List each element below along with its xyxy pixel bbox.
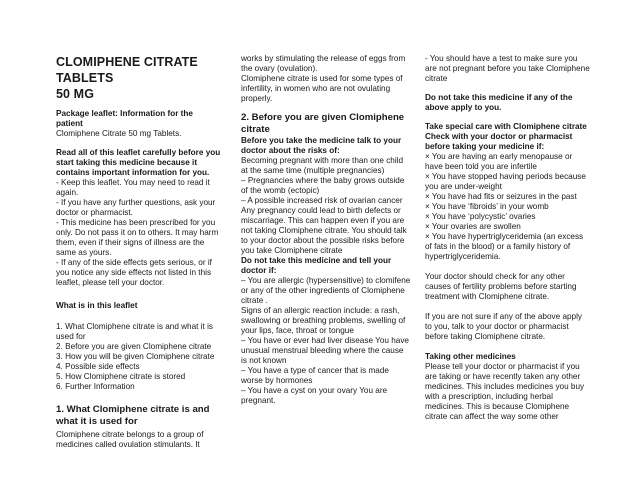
read-item: - Keep this leaflet. You may need to read it again. (56, 178, 210, 197)
toc-item: 5. How Clomiphene citrate is stored (56, 372, 186, 381)
risk-heading: Before you take the medicine talk to your doctor about the risks of: (241, 136, 402, 155)
column-2-intro: works by stimulating the release of eggs from the ovary (ovulation). Clomiphene citrate is used for some types of infertility, in women who are not ovulating properly. (241, 54, 406, 103)
doctor-check-text: Your doctor should check for any other causes of fertility problems before starting treatment with Clomiphene citrate. (425, 272, 577, 301)
toc-item: 1. What Clomiphene citrate is and what it is used for (56, 322, 213, 341)
not-sure-text: If you are not sure if any of the above apply to you, talk to your doctor or pharmacist before taking Clomiphene citrate. (425, 312, 583, 341)
toc-heading: What is in this leaflet (56, 301, 138, 310)
leaflet-heading: Package leaflet: Information for the patient (56, 109, 193, 128)
document-title: CLOMIPHENE CITRATE TABLETS 50 MG (56, 55, 198, 101)
care-item: × You have ‘fibroids’ in your womb (425, 202, 549, 211)
special-care-list (425, 152, 590, 262)
toc-item: 6. Further Information (56, 382, 135, 391)
other-medicines-text: Please tell your doctor or pharmacist if you are taking or have recently taken any other medicines. This includes medicines you buy with a prescription, including herbal medicines. This is because Clomiphene citrate can affect the way some other (425, 362, 585, 421)
section-2-heading: 2. Before you are given Clomiphene citrate (241, 112, 405, 135)
care-item: × You have stopped having periods because you are under-weight (425, 172, 586, 191)
tell-doctor-text: – You are allergic (hypersensitive) to clomifene or any of the other ingredients of Clomiphene citrate . Signs of an allergic reaction include: a rash, swallowing or breathing problems, swelling of your lips, face, throat or tongue – You have or ever had liver disease You have unusual menstrual bleeding where the cause is not known – You have a type of cancer that is made worse by hormones – You have a cyst on your ovary You are pregnant. (241, 276, 411, 405)
tell-doctor-heading: Do not take this medicine and tell your doctor if: (241, 256, 392, 275)
column-3-intro: - You should have a test to make sure you are not pregnant before you take Clomiphene citrate (425, 54, 590, 83)
care-item: × Your ovaries are swollen (425, 222, 521, 231)
column-1 (56, 54, 221, 450)
toc-item: 4. Possible side effects (56, 362, 140, 371)
risk-text: Becoming pregnant with more than one child at the same time (multiple pregnancies) – Pregnancies where the baby grows outside of the womb (ectopic) – A possible increased risk of ovarian cancer Any pregnancy could lead to birth defects or miscarriage. This can happen even if you are not taking Clomiphene citrate. You should talk to your doctor about the possible risks before you take Clomiphene citrate (241, 156, 407, 255)
read-item: - If you have any further questions, ask your doctor or pharmacist. (56, 198, 216, 217)
care-item: × You are having an early menopause or have been told you are infertile (425, 152, 573, 171)
toc-item: 2. Before you are given Clomiphene citrate (56, 342, 212, 351)
care-item: × You have had fits or seizures in the past (425, 192, 577, 201)
read-heading: Read all of this leaflet carefully before you start taking this medicine because it contains important information for you. (56, 148, 221, 177)
special-care-heading: Take special care with Clomiphene citrate Check with your doctor or pharmacist before taking your medicine if: (425, 122, 587, 151)
toc-list (56, 322, 221, 392)
care-item: × You have hypertriglyceridemia (an excess of fats in the blood) or a family history of hypertriglyceridemia. (425, 232, 584, 261)
section-1-heading: 1. What Clomiphene citrate is and what it is used for (56, 404, 210, 427)
other-medicines-heading: Taking other medicines (425, 352, 516, 361)
read-item: - This medicine has been prescribed for you only. Do not pass it on to others. It may harm them, even if their signs of illness are the same as yours. (56, 218, 219, 257)
read-item: - If any of the side effects gets serious, or if you notice any side effects not listed in this leaflet, please tell your doctor. (56, 258, 212, 287)
leaflet-subtitle: Clomiphene Citrate 50 mg Tablets. (56, 129, 182, 138)
toc-item: 3. How you will be given Clomiphene citrate (56, 352, 215, 361)
care-item: × You have ‘polycystic’ ovaries (425, 212, 536, 221)
column-3 (425, 54, 590, 422)
column-2 (241, 54, 411, 406)
do-not-take-heading: Do not take this medicine if any of the above apply to you. (425, 93, 573, 112)
section-1-text: Clomiphene citrate belongs to a group of medicines called ovulation stimulants. It (56, 430, 204, 449)
